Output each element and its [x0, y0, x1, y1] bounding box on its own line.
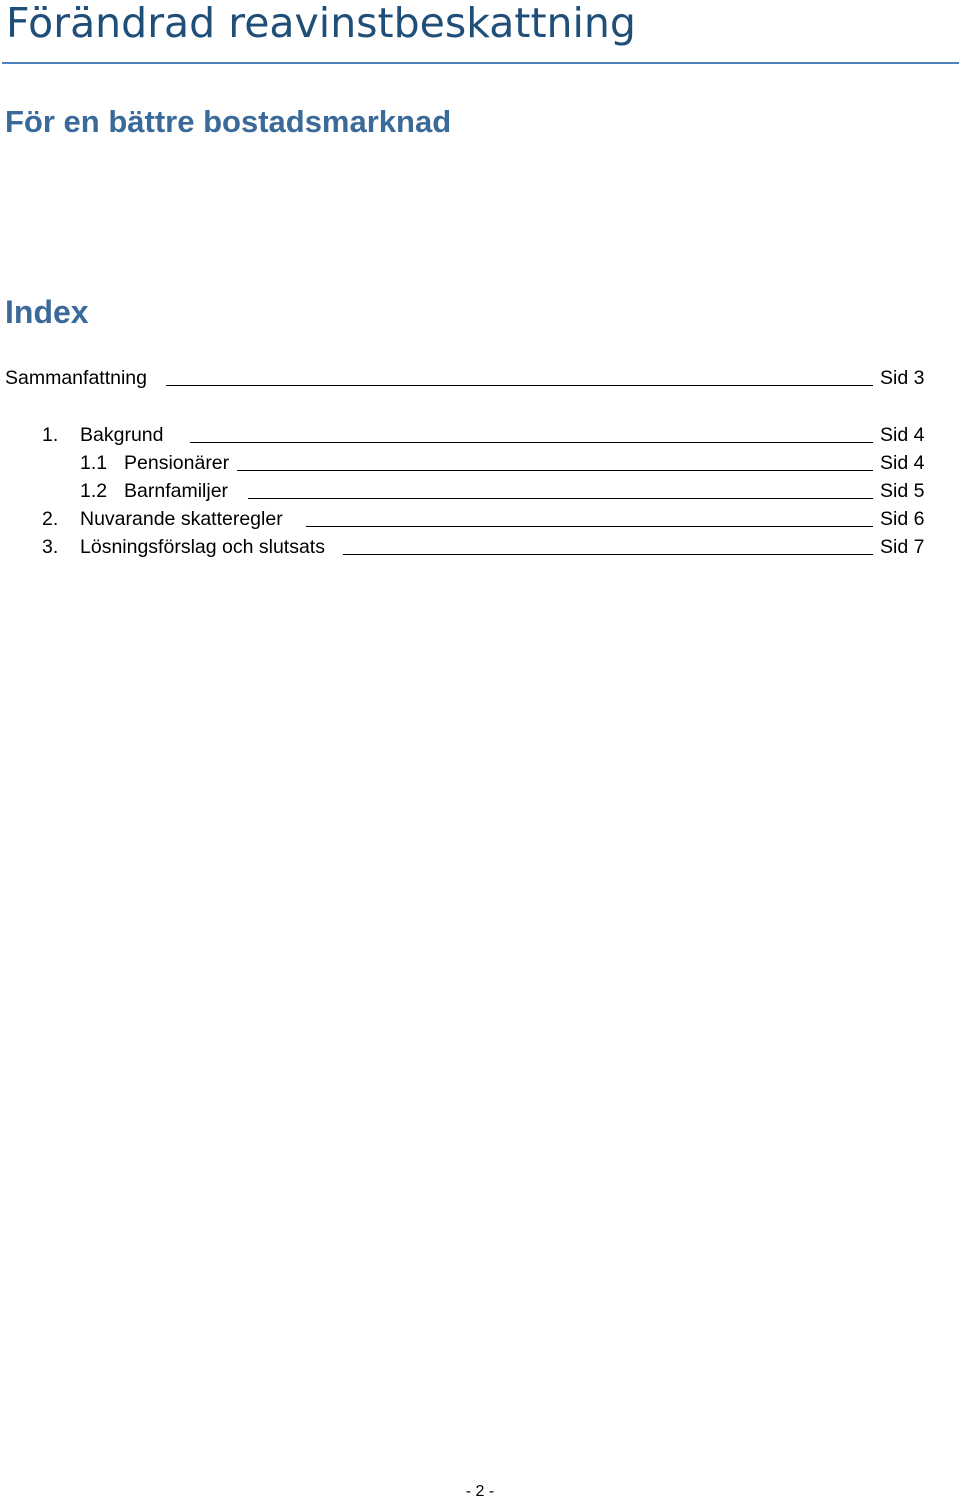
- toc-entry-pensionarer[interactable]: [0, 449, 960, 477]
- toc-entry-label: Bakgrund: [80, 424, 164, 446]
- toc-entry-page: Sid 5: [880, 480, 925, 502]
- toc-entry-number: 1.: [42, 424, 59, 446]
- toc-entry-label: Sammanfattning: [5, 367, 147, 389]
- toc-leader-line: [190, 421, 873, 443]
- toc-entry-number: 1.1: [80, 452, 108, 474]
- document-subtitle: För en bättre bostadsmarknad: [5, 104, 452, 139]
- toc-entry-bakgrund[interactable]: [0, 421, 960, 449]
- toc-entry-sammanfattning[interactable]: [0, 364, 960, 392]
- index-heading: Index: [5, 294, 89, 330]
- toc-entry-label: Pensionärer: [124, 452, 230, 474]
- document-title: Förändrad reavinstbeskattning: [6, 0, 636, 47]
- toc-leader-line: [343, 533, 873, 555]
- toc-entry-page: Sid 4: [880, 452, 925, 474]
- toc-entry-label: Lösningsförslag och slutsats: [80, 536, 325, 558]
- toc-entry-number: 3.: [42, 536, 59, 558]
- toc-entry-barnfamiljer[interactable]: [0, 477, 960, 505]
- toc-entry-page: Sid 3: [880, 367, 925, 389]
- toc-entry-page: Sid 4: [880, 424, 925, 446]
- toc-leader-line: [166, 364, 873, 386]
- toc-entry-label: Barnfamiljer: [124, 480, 229, 502]
- page-number: - 2 -: [465, 1483, 495, 1500]
- toc-leader-line: [248, 477, 873, 499]
- toc-entry-page: Sid 6: [880, 508, 925, 530]
- toc-entry-losningsforslag[interactable]: [0, 533, 960, 561]
- toc-entry-number: 2.: [42, 508, 59, 530]
- title-underline-rule: [2, 62, 959, 64]
- toc-entry-number: 1.2: [80, 480, 108, 502]
- toc-entry-label: Nuvarande skatteregler: [80, 508, 283, 530]
- toc-leader-line: [237, 449, 873, 471]
- toc-entry-nuvarande-skatteregler[interactable]: [0, 505, 960, 533]
- toc-entry-page: Sid 7: [880, 536, 925, 558]
- toc-leader-line: [306, 505, 873, 527]
